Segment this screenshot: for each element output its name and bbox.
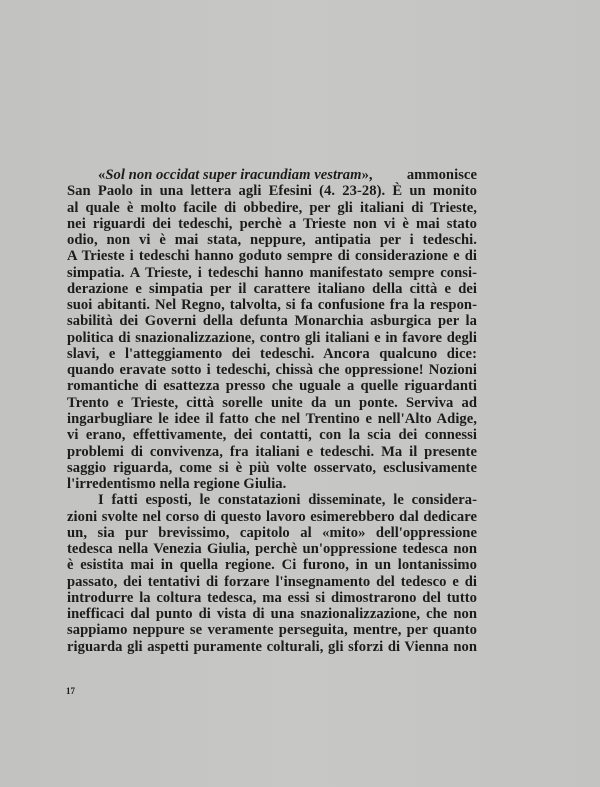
first-line-rest: ammonisce (406, 167, 477, 183)
paragraph-2 (67, 492, 477, 655)
text-line: slavi, e l'atteggiamento dei tedeschi. Ancora qualcuno dice: (67, 345, 477, 362)
text-line: zioni svolte nel corso di questo lavoro esimerebbero dal dedicare (67, 508, 477, 525)
text-line: problemi di convivenza, fra italiani e tedeschi. Ma il presente (67, 443, 477, 460)
text-line: simpatia. A Trieste, i tedeschi hanno manifestato sempre consi- (67, 264, 477, 281)
text-line: tedesca nella Venezia Giulia, perchè un'oppressione tedesca non (67, 541, 477, 558)
text-line: al quale è molto facile di obbedire, per gli italiani di Trieste, (67, 199, 477, 216)
text-line: San Paolo in una lettera agli Efesini (4. 23-28). È un monito (67, 183, 477, 200)
text-line: suoi abitanti. Nel Regno, talvolta, si fa confusione fra la respon- (67, 297, 477, 314)
text-line: vi erano, effettivamente, dei contatti, con la scia dei connessi (67, 427, 477, 444)
quote-open: « (98, 167, 106, 183)
text-line: nei riguardi dei tedeschi, perchè a Trieste non vi è mai stato (67, 215, 477, 232)
text-line: riguarda gli aspetti puramente colturali, gli sforzi di Vienna non (67, 638, 477, 655)
text-line: l'irredentismo nella regione Giulia. (67, 476, 287, 493)
text-line: quando eravate sotto i tedeschi, chissà che oppressione! Nozioni (67, 362, 477, 379)
text-line (67, 167, 477, 183)
text-line: saggio riguarda, come si è più volte osservato, esclusivamente (67, 459, 477, 476)
text-line: Trento e Trieste, città sorelle unite da un ponte. Serviva ad (67, 394, 477, 411)
text-line: odio, non vi è mai stata, neppure, antipatia per i tedeschi. (67, 232, 477, 249)
body-text (67, 167, 477, 655)
text-line: I fatti esposti, le constatazioni disseminate, le considera- (98, 492, 477, 509)
opening-quote-segment (98, 167, 373, 183)
text-line: un, sia pur brevissimo, capitolo al «mito» dell'oppressione (67, 524, 477, 541)
text-line: ingarbugliare le idee il fatto che nel Trentino e nell'Alto Adige, (67, 410, 477, 427)
text-line: introdurre la coltura tedesca, ma essi si dimostrarono del tutto (67, 589, 477, 606)
quote-close: », (361, 167, 373, 183)
text-line: passato, dei tentativi di forzare l'insegnamento del tedesco e di (67, 573, 477, 590)
page-number: 17 (66, 686, 75, 696)
text-line: politica di snazionalizzazione, contro gli italiani e in favore degli (67, 329, 477, 346)
latin-quote: Sol non occidat super iracundiam vestram (105, 167, 362, 183)
text-line: A Trieste i tedeschi hanno goduto sempre di considerazione e di (67, 248, 477, 265)
text-line: è esistita mai in quella regione. Ci furono, in un lontanissimo (67, 557, 477, 574)
text-line: sappiamo neppure se veramente perseguita, mentre, per quanto (67, 622, 477, 639)
text-line: romantiche di esattezza presso che uguale a quelle riguardanti (67, 378, 477, 395)
text-line: inefficaci dal punto di vista di una snazionalizzazione, che non (67, 606, 477, 623)
paragraph-1 (67, 183, 477, 492)
text-line: derazione e simpatia per il carattere italiano della città e dei (67, 280, 477, 297)
text-line: sabilità dei Governi della defunta Monarchia asburgica per la (67, 313, 477, 330)
